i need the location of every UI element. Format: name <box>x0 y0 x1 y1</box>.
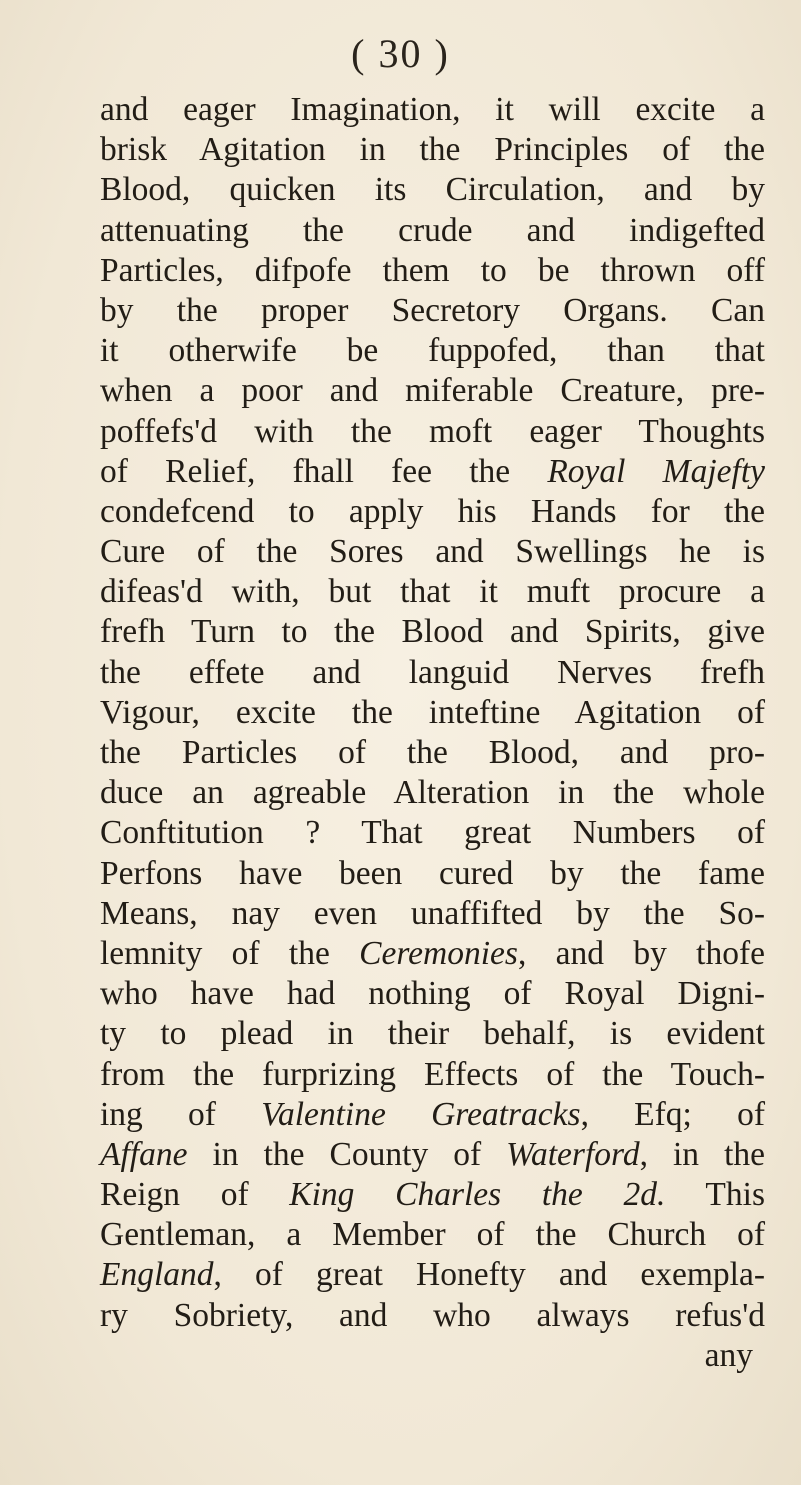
italic-text: King Charles the 2d. <box>289 1176 666 1214</box>
text-segment: difeas'd with, but that it muft procure a <box>100 573 765 611</box>
text-segment: lemnity of the <box>100 934 360 972</box>
text-segment: , of great Honefty and exempla- <box>213 1256 765 1294</box>
text-line <box>100 170 765 210</box>
text-segment: Conftitution ? That great Numbers of <box>100 814 765 852</box>
text-line <box>100 1255 765 1295</box>
text-segment: from the furprizing Effects of the Touch- <box>100 1055 765 1093</box>
text-segment: Perfons have been cured by the fame <box>100 854 765 892</box>
text-segment: frefh Turn to the Blood and Spirits, give <box>100 613 765 651</box>
text-line <box>100 813 765 853</box>
text-segment: and eager Imagination, it will excite a <box>100 91 765 128</box>
text-segment: Particles, difpofe them to be thrown off <box>100 251 765 289</box>
text-segment: who have had nothing of Royal Digni- <box>100 975 765 1013</box>
text-segment: ry Sobriety, and who always refus'd <box>100 1296 765 1334</box>
text-segment: the Particles of the Blood, and pro- <box>100 734 765 771</box>
text-line <box>100 653 765 693</box>
text-line <box>100 291 765 331</box>
text-line <box>100 211 765 251</box>
text-line <box>100 412 765 452</box>
text-segment: Cure of the Sores and Swellings he is <box>100 533 765 571</box>
text-line <box>100 492 765 532</box>
text-line <box>100 371 765 411</box>
text-segment: ty to plead in their behalf, is evident <box>100 1015 765 1053</box>
text-line <box>100 854 765 894</box>
text-segment: attenuating the crude and indigefted <box>100 211 765 249</box>
text-line <box>100 1175 765 1215</box>
text-segment: Reign of <box>100 1176 290 1214</box>
text-line <box>100 1055 765 1095</box>
text-segment: condefcend to apply his Hands for the <box>100 492 765 530</box>
text-segment: , in the <box>639 1135 766 1173</box>
text-segment: , Efq; of <box>580 1095 765 1133</box>
text-line <box>100 693 765 733</box>
text-line <box>100 1135 765 1175</box>
text-segment: Blood, quicken its Circulation, and by <box>100 171 765 209</box>
text-segment: Means, nay even unaffifted by the So- <box>100 894 765 932</box>
italic-text: Valentine Greatracks <box>261 1095 581 1133</box>
text-line <box>100 572 765 612</box>
italic-text: England <box>100 1256 214 1294</box>
text-line <box>100 773 765 813</box>
text-line <box>100 130 765 170</box>
text-segment: by the proper Secretory Organs. Can <box>100 291 765 329</box>
text-segment: when a poor and miferable Creature, pre- <box>100 372 765 410</box>
text-segment: This <box>665 1176 765 1214</box>
text-line <box>100 733 765 773</box>
text-line <box>100 1215 765 1255</box>
text-line <box>100 934 765 974</box>
catchword-line <box>100 1336 765 1376</box>
text-line <box>100 894 765 934</box>
page-number: ( 30 ) <box>351 31 450 76</box>
body-text <box>100 90 765 1376</box>
text-line <box>100 1296 765 1336</box>
italic-text: Affane <box>100 1135 188 1173</box>
text-line <box>100 331 765 371</box>
text-segment: any <box>704 1336 753 1374</box>
text-segment: the effete and languid Nerves frefh <box>100 653 765 691</box>
text-line <box>100 1095 765 1135</box>
text-segment: in the County of <box>187 1135 507 1173</box>
text-line <box>100 974 765 1014</box>
italic-text: Waterford <box>506 1135 640 1173</box>
text-line <box>100 452 765 492</box>
text-line <box>100 612 765 652</box>
text-segment: , and by thofe <box>517 934 765 972</box>
italic-text: Royal Majefty <box>547 452 765 490</box>
text-segment: brisk Agitation in the Principles of the <box>100 131 765 169</box>
text-segment: Vigour, excite the inteftine Agitation of <box>100 693 765 731</box>
text-segment: ing of <box>100 1095 262 1133</box>
text-segment: Gentleman, a Member of the Church of <box>100 1216 765 1254</box>
italic-text: Ceremonies <box>359 934 518 972</box>
text-line <box>100 90 765 130</box>
text-segment: it otherwife be fuppofed, than that <box>100 332 765 370</box>
text-line <box>100 532 765 572</box>
text-segment: of Relief, fhall fee the <box>100 452 548 490</box>
text-line <box>100 251 765 291</box>
text-segment: poffefs'd with the moft eager Thoughts <box>100 412 765 450</box>
text-segment: duce an agreable Alteration in the whole <box>100 774 765 812</box>
text-line <box>100 1014 765 1054</box>
